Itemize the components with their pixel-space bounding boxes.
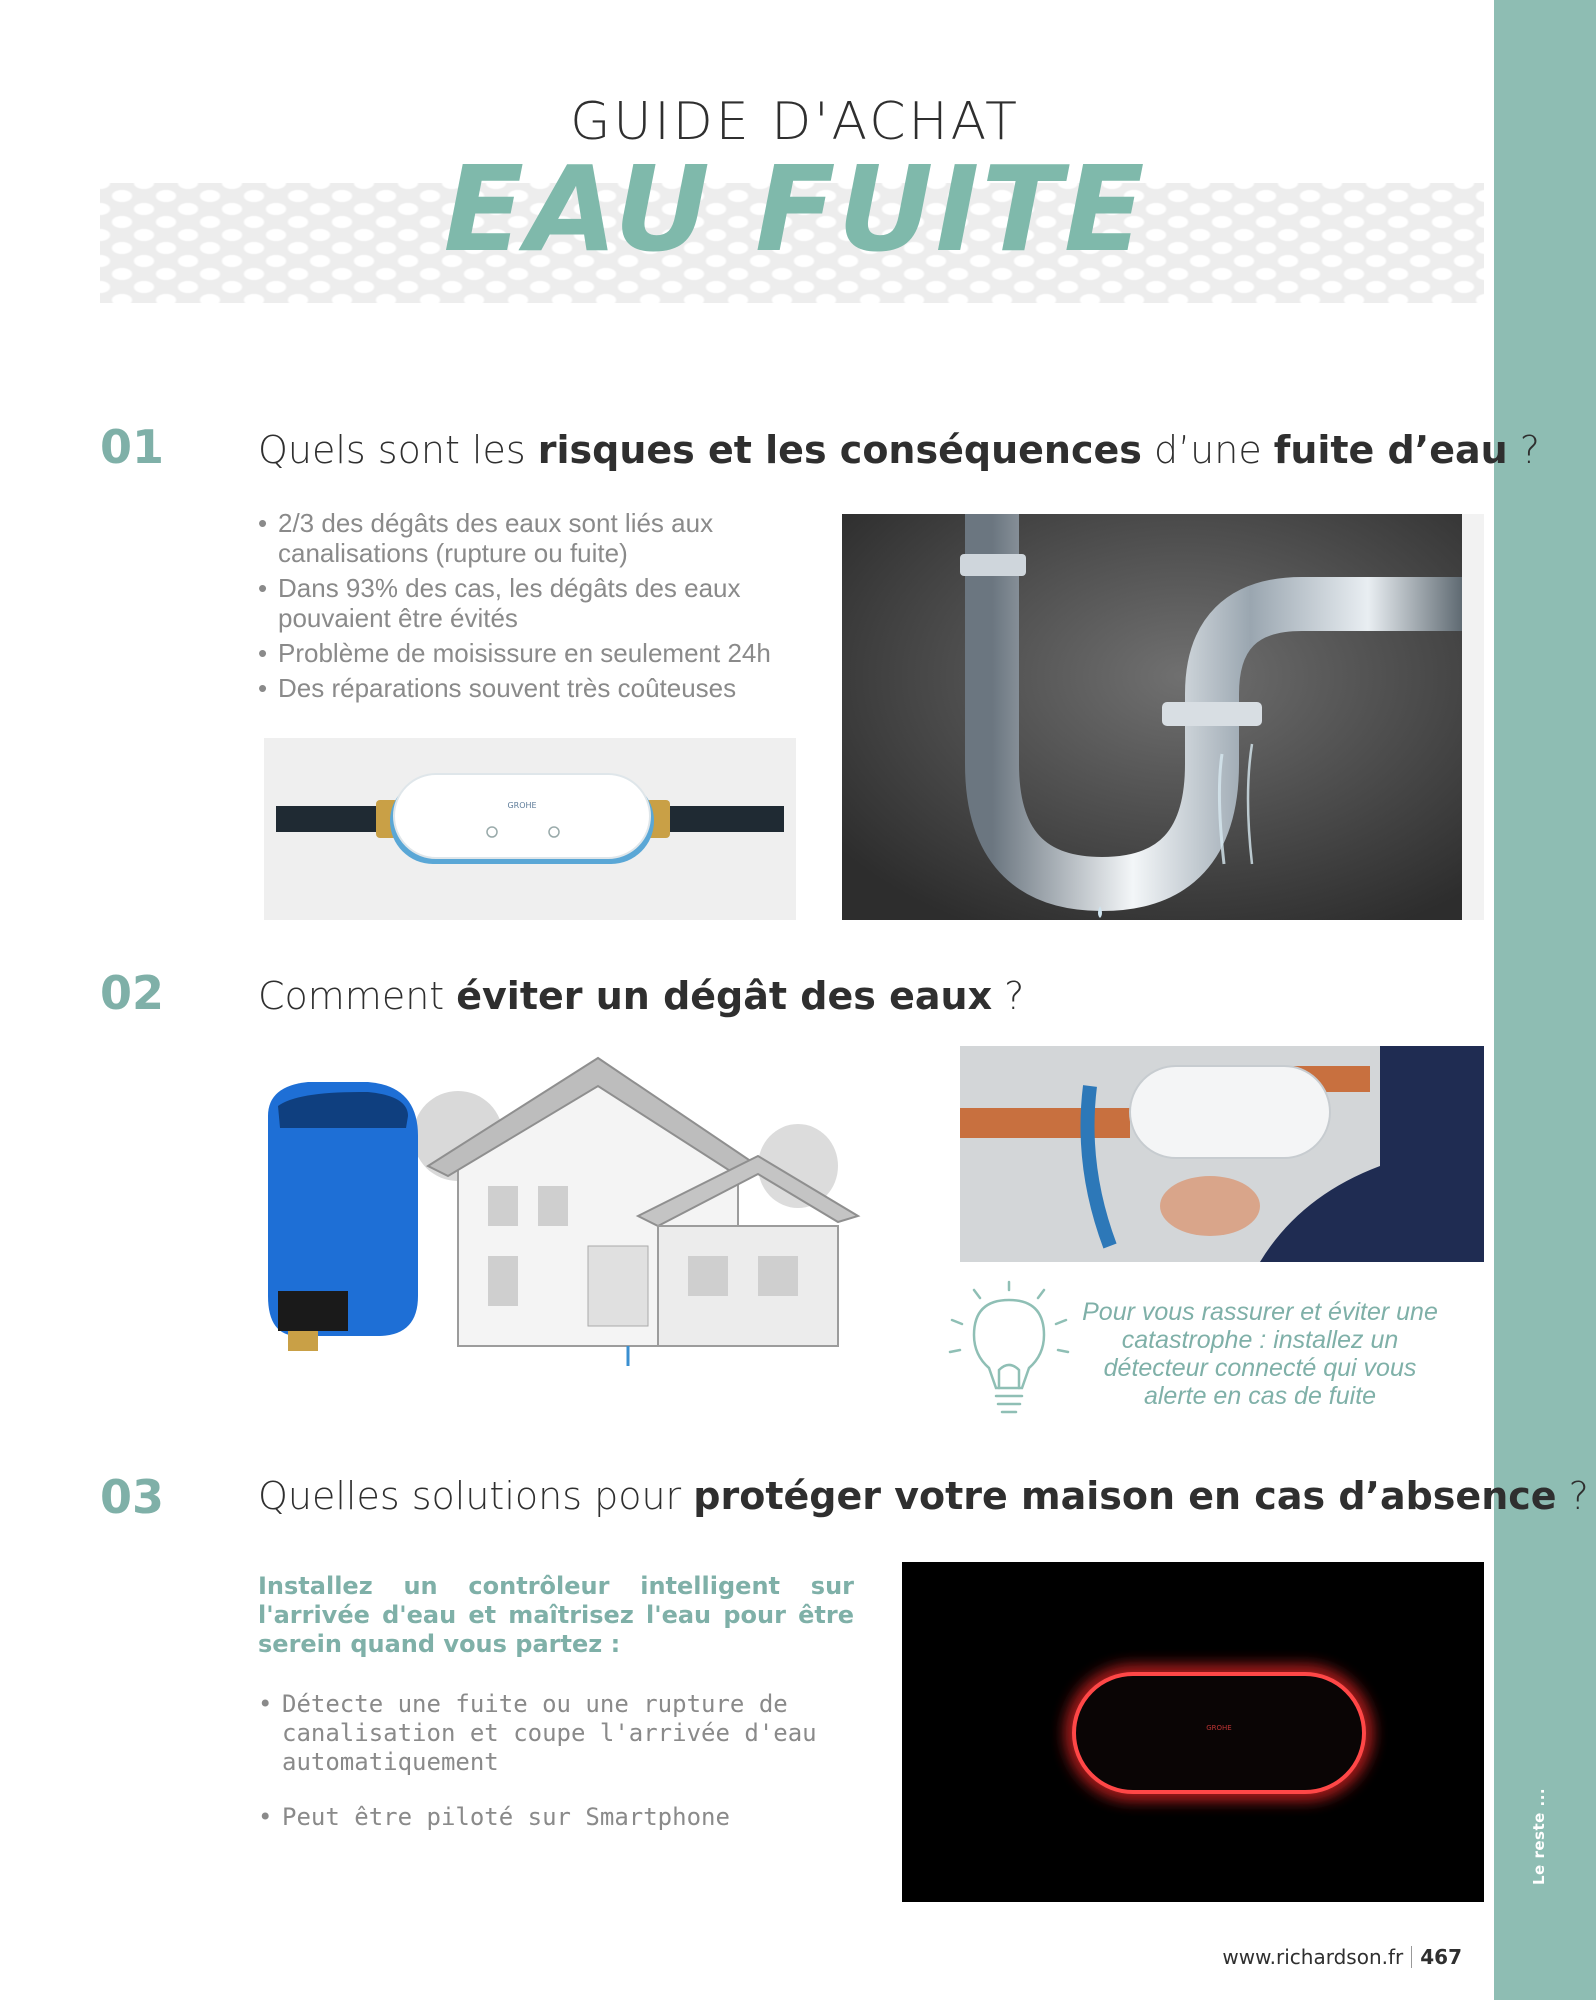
page-title: EAU FUITE: [443, 140, 1147, 278]
list-item: • Des réparations souvent très coûteuses: [258, 673, 818, 703]
section-01-question: Quels sont les risques et les conséquences d’une fuite d’eau ?: [258, 428, 1540, 472]
list-item: • 2/3 des dégâts des eaux sont liés aux canalisations (rupture ou fuite): [258, 508, 818, 568]
side-tab-label: Le reste ...: [1530, 1787, 1548, 1885]
brand-label: GROHE: [1206, 1724, 1232, 1732]
list-item: • Détecte une fuite ou une rupture de canalisation et coupe l'arrivée d'eau automatiquement: [258, 1690, 858, 1777]
tip-text: Pour vous rassurer et éviter une catastrophe : installez un détecteur connecté qui vous alerte en cas de fuite: [1082, 1298, 1438, 1410]
list-item: • Peut être piloté sur Smartphone: [258, 1803, 858, 1832]
leak-sensor-image: [264, 738, 796, 920]
section-03-question: Quelles solutions pour protéger votre maison en cas d’absence ?: [258, 1474, 1589, 1518]
glowing-sensor-photo: [902, 1562, 1484, 1902]
section-number-03: 03: [100, 1470, 165, 1524]
house-illustration: [258, 1046, 898, 1376]
leaking-pipe-photo: [842, 514, 1462, 920]
divider: [1411, 1946, 1412, 1968]
page-number: 467: [1420, 1945, 1462, 1969]
section-01-bullets: [258, 508, 818, 708]
section-03-lead: Installez un contrôleur intelligent sur l'arrivée d'eau et maîtrisez l'eau pour être serein quand vous partez :: [258, 1572, 854, 1658]
guide-label: GUIDE D'ACHAT: [570, 92, 1020, 152]
installation-photo: [960, 1046, 1484, 1262]
list-item: • Dans 93% des cas, les dégâts des eaux pouvaient être évités: [258, 573, 818, 633]
website-link[interactable]: www.richardson.fr: [1222, 1945, 1404, 1969]
section-02-question: Comment éviter un dégât des eaux ?: [258, 974, 1025, 1018]
section-number-02: 02: [100, 966, 165, 1020]
list-item: • Problème de moisissure en seulement 24h: [258, 638, 818, 668]
light-bulb-icon: [944, 1280, 1074, 1420]
brand-label: GROHE: [507, 801, 537, 810]
section-number-01: 01: [100, 420, 165, 474]
photo-edge: [1462, 514, 1484, 920]
side-tab-band: [1494, 0, 1596, 2000]
section-03-bullets: [258, 1690, 858, 1858]
page-footer: [1222, 1945, 1462, 1969]
